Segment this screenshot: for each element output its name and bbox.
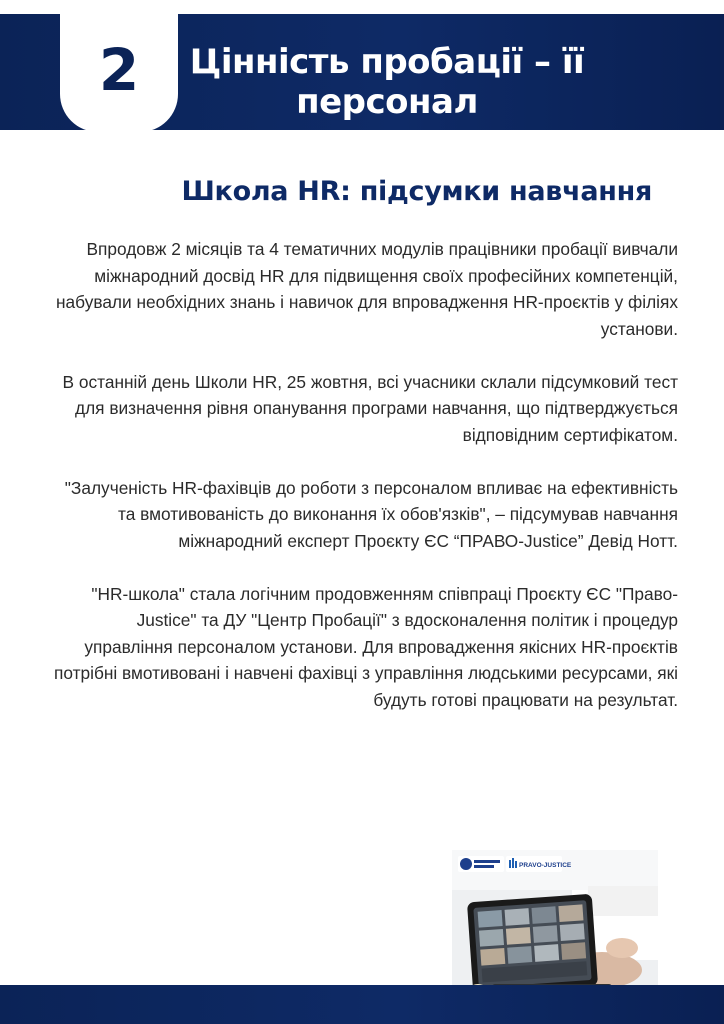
paragraph-training-overview: Впродовж 2 місяців та 4 тематичних модулів працівники пробації вивчали міжнародний досвід HR для підвищення своїх професійних компетенцій, набували необхідних знань і навичок для впровадження HR-проєктів у філіях установи. bbox=[56, 239, 678, 339]
training-photo bbox=[452, 850, 658, 1006]
page-title: Цінність пробації – її персонал bbox=[189, 42, 585, 122]
paragraph-final-test: В останній день Школи HR, 25 жовтня, всі учасники склали підсумковий тест для визначення рівня опанування програми навчання, що підтверджується відповідним сертифікатом. bbox=[62, 371, 678, 445]
section-heading: Школа HR: підсумки навчання bbox=[181, 176, 652, 207]
header-band bbox=[0, 14, 724, 130]
pravo-justice-logo-text: PRAVO-JUSTICE bbox=[519, 862, 572, 869]
section-number: 2 bbox=[98, 36, 140, 104]
paragraph-conclusion: "HR-школа" стала логічним продовженням співпраці Проєкту ЄС "Право-Justice" та ДУ "Центр Пробації" з вдосконалення політик і процедур управління персоналом установи. Для впровадження якісних HR-проєктів потрібні вмотивовані і навчені фахівці з управління людськими ресурсами, які будуть готові працювати на результат. bbox=[53, 583, 678, 710]
article-body bbox=[52, 236, 678, 740]
footer-band bbox=[0, 985, 724, 1024]
paragraph-expert-quote: "Залученість HR-фахівців до роботи з персоналом впливає на ефективність та вмотивованість до виконання їх обов'язків", – підсумував навчання міжнародний експерт Проєкту ЄС “ПРАВО-Justice” Девід Нотт. bbox=[64, 477, 678, 551]
training-photo-illustration bbox=[452, 850, 658, 1006]
section-number-tab bbox=[60, 14, 178, 132]
